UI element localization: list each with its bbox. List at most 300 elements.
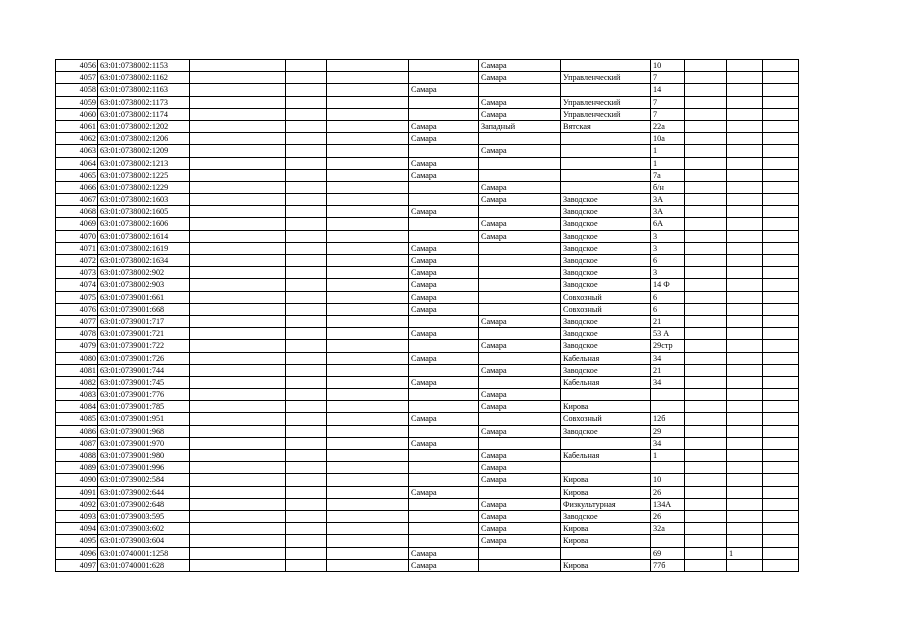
col-12-cell	[763, 413, 799, 425]
col-11-cell	[727, 523, 763, 535]
col-5-cell	[327, 60, 409, 72]
house-cell-cell: 34	[651, 437, 685, 449]
col-4-cell	[286, 169, 327, 181]
cadastral-number-cell: 63:01:0740001:1258	[98, 547, 190, 559]
col-12-cell	[763, 535, 799, 547]
cadastral-number-cell: 63:01:0739001:785	[98, 401, 190, 413]
cadastral-number-cell: 63:01:0738002:1162	[98, 72, 190, 84]
col-10-cell	[685, 474, 727, 486]
district-cell-cell: Самара	[479, 364, 561, 376]
table-row	[56, 255, 799, 267]
col-5-cell	[327, 169, 409, 181]
table-row	[56, 169, 799, 181]
house-cell-cell: 22а	[651, 120, 685, 132]
spreadsheet-page	[55, 59, 799, 572]
col-10-cell	[685, 523, 727, 535]
row-number-cell: 4088	[56, 450, 98, 462]
col-5-cell	[327, 376, 409, 388]
city-cell-cell: Самара	[409, 352, 479, 364]
cadastral-number-cell: 63:01:0738002:1603	[98, 194, 190, 206]
col-12-cell	[763, 145, 799, 157]
table-row	[56, 218, 799, 230]
cadastral-number-cell: 63:01:0739001:744	[98, 364, 190, 376]
col-10-cell	[685, 84, 727, 96]
col-12-cell	[763, 523, 799, 535]
col-4-cell	[286, 194, 327, 206]
col-4-cell	[286, 291, 327, 303]
col-3-cell	[190, 450, 286, 462]
table-row	[56, 364, 799, 376]
cadastral-number-cell: 63:01:0738002:902	[98, 267, 190, 279]
row-number-cell: 4058	[56, 84, 98, 96]
row-number-cell: 4089	[56, 462, 98, 474]
col-3-cell	[190, 303, 286, 315]
col-11-cell	[727, 169, 763, 181]
house-cell-cell: 1	[651, 450, 685, 462]
col-3-cell	[190, 328, 286, 340]
district-cell-cell: Самара	[479, 145, 561, 157]
col-5-cell	[327, 84, 409, 96]
street-cell-cell	[561, 60, 651, 72]
col-12-cell	[763, 194, 799, 206]
house-cell-cell: 10	[651, 474, 685, 486]
table-row	[56, 194, 799, 206]
col-10-cell	[685, 486, 727, 498]
street-cell-cell: Кирова	[561, 523, 651, 535]
col-3-cell	[190, 352, 286, 364]
col-3-cell	[190, 84, 286, 96]
col-3-cell	[190, 413, 286, 425]
col-4-cell	[286, 303, 327, 315]
col-12-cell	[763, 510, 799, 522]
col-5-cell	[327, 194, 409, 206]
street-cell-cell: Заводское	[561, 315, 651, 327]
city-cell-cell: Самара	[409, 242, 479, 254]
cadastral-number-cell: 63:01:0739003:595	[98, 510, 190, 522]
col-12-cell	[763, 169, 799, 181]
col-12-cell	[763, 303, 799, 315]
table-row	[56, 450, 799, 462]
cadastral-number-cell: 63:01:0739001:996	[98, 462, 190, 474]
city-cell-cell: Самара	[409, 559, 479, 571]
col-3-cell	[190, 169, 286, 181]
cadastral-number-cell: 63:01:0739002:648	[98, 498, 190, 510]
cadastral-number-cell: 63:01:0739001:721	[98, 328, 190, 340]
col-3-cell	[190, 462, 286, 474]
col-10-cell	[685, 169, 727, 181]
row-number-cell: 4063	[56, 145, 98, 157]
street-cell-cell: Управленческий	[561, 96, 651, 108]
col-4-cell	[286, 401, 327, 413]
col-11-cell	[727, 96, 763, 108]
district-cell-cell: Самара	[479, 535, 561, 547]
house-cell-cell: 7	[651, 72, 685, 84]
col-5-cell	[327, 389, 409, 401]
col-11-cell	[727, 108, 763, 120]
district-cell-cell: Самара	[479, 230, 561, 242]
row-number-cell: 4078	[56, 328, 98, 340]
col-10-cell	[685, 413, 727, 425]
col-12-cell	[763, 328, 799, 340]
col-5-cell	[327, 510, 409, 522]
row-number-cell: 4059	[56, 96, 98, 108]
cadastral-number-cell: 63:01:0739001:980	[98, 450, 190, 462]
cadastral-number-cell: 63:01:0738002:1606	[98, 218, 190, 230]
row-number-cell: 4065	[56, 169, 98, 181]
row-number-cell: 4093	[56, 510, 98, 522]
col-3-cell	[190, 486, 286, 498]
street-cell-cell	[561, 169, 651, 181]
house-cell-cell	[651, 389, 685, 401]
col-12-cell	[763, 389, 799, 401]
city-cell-cell: Самара	[409, 120, 479, 132]
col-12-cell	[763, 352, 799, 364]
cadastral-number-cell: 63:01:0738002:1229	[98, 181, 190, 193]
col-10-cell	[685, 303, 727, 315]
street-cell-cell: Кирова	[561, 474, 651, 486]
house-cell-cell: 21	[651, 364, 685, 376]
city-cell-cell: Самара	[409, 303, 479, 315]
col-4-cell	[286, 462, 327, 474]
col-4-cell	[286, 218, 327, 230]
col-5-cell	[327, 145, 409, 157]
col-12-cell	[763, 291, 799, 303]
table-row	[56, 291, 799, 303]
col-10-cell	[685, 450, 727, 462]
col-4-cell	[286, 364, 327, 376]
col-5-cell	[327, 352, 409, 364]
district-cell-cell: Самара	[479, 340, 561, 352]
table-row	[56, 559, 799, 571]
street-cell-cell: Совхозный	[561, 413, 651, 425]
col-12-cell	[763, 364, 799, 376]
house-cell-cell	[651, 535, 685, 547]
col-3-cell	[190, 559, 286, 571]
cadastral-number-cell: 63:01:0738002:1163	[98, 84, 190, 96]
col-3-cell	[190, 60, 286, 72]
city-cell-cell: Самара	[409, 328, 479, 340]
house-cell-cell: 21	[651, 315, 685, 327]
cadastral-number-cell: 63:01:0738002:1225	[98, 169, 190, 181]
col-12-cell	[763, 486, 799, 498]
city-cell-cell: Самара	[409, 291, 479, 303]
district-cell-cell	[479, 486, 561, 498]
col-10-cell	[685, 315, 727, 327]
col-10-cell	[685, 340, 727, 352]
col-4-cell	[286, 60, 327, 72]
col-3-cell	[190, 510, 286, 522]
street-cell-cell: Заводское	[561, 218, 651, 230]
col-5-cell	[327, 133, 409, 145]
col-4-cell	[286, 255, 327, 267]
cadastral-number-cell: 63:01:0738002:1174	[98, 108, 190, 120]
row-number-cell: 4064	[56, 157, 98, 169]
city-cell-cell	[409, 474, 479, 486]
street-cell-cell: Совхозный	[561, 303, 651, 315]
col-3-cell	[190, 145, 286, 157]
city-cell-cell	[409, 389, 479, 401]
street-cell-cell: Заводское	[561, 242, 651, 254]
city-cell-cell	[409, 194, 479, 206]
col-10-cell	[685, 279, 727, 291]
col-11-cell	[727, 328, 763, 340]
table-row	[56, 328, 799, 340]
house-cell-cell: 3А	[651, 206, 685, 218]
house-cell-cell: 26	[651, 510, 685, 522]
col-12-cell	[763, 315, 799, 327]
col-5-cell	[327, 181, 409, 193]
row-number-cell: 4057	[56, 72, 98, 84]
city-cell-cell	[409, 340, 479, 352]
col-10-cell	[685, 535, 727, 547]
col-11-cell	[727, 157, 763, 169]
col-5-cell	[327, 462, 409, 474]
col-3-cell	[190, 498, 286, 510]
district-cell-cell: Самара	[479, 194, 561, 206]
house-cell-cell: 6А	[651, 218, 685, 230]
street-cell-cell: Заводское	[561, 340, 651, 352]
street-cell-cell: Заводское	[561, 364, 651, 376]
row-number-cell: 4074	[56, 279, 98, 291]
district-cell-cell	[479, 206, 561, 218]
row-number-cell: 4070	[56, 230, 98, 242]
row-number-cell: 4071	[56, 242, 98, 254]
col-11-cell	[727, 389, 763, 401]
district-cell-cell: Самара	[479, 108, 561, 120]
street-cell-cell: Заводское	[561, 267, 651, 279]
district-cell-cell: Самара	[479, 523, 561, 535]
city-cell-cell: Самара	[409, 267, 479, 279]
col-10-cell	[685, 242, 727, 254]
col-12-cell	[763, 60, 799, 72]
row-number-cell: 4068	[56, 206, 98, 218]
col-11-cell	[727, 120, 763, 132]
col-11-cell	[727, 364, 763, 376]
city-cell-cell: Самара	[409, 279, 479, 291]
col-5-cell	[327, 218, 409, 230]
col-4-cell	[286, 328, 327, 340]
col-3-cell	[190, 96, 286, 108]
col-12-cell	[763, 108, 799, 120]
col-10-cell	[685, 437, 727, 449]
table-row	[56, 425, 799, 437]
house-cell-cell: 34	[651, 376, 685, 388]
house-cell-cell: 6	[651, 303, 685, 315]
city-cell-cell: Самара	[409, 169, 479, 181]
street-cell-cell: Управленческий	[561, 72, 651, 84]
col-3-cell	[190, 523, 286, 535]
city-cell-cell	[409, 425, 479, 437]
col-10-cell	[685, 547, 727, 559]
street-cell-cell	[561, 437, 651, 449]
col-11-cell	[727, 486, 763, 498]
col-10-cell	[685, 401, 727, 413]
district-cell-cell: Самара	[479, 96, 561, 108]
col-3-cell	[190, 242, 286, 254]
col-10-cell	[685, 218, 727, 230]
col-3-cell	[190, 230, 286, 242]
house-cell-cell: 3	[651, 242, 685, 254]
house-cell-cell: 10а	[651, 133, 685, 145]
district-cell-cell	[479, 291, 561, 303]
col-12-cell	[763, 340, 799, 352]
city-cell-cell: Самара	[409, 376, 479, 388]
row-number-cell: 4079	[56, 340, 98, 352]
row-number-cell: 4097	[56, 559, 98, 571]
col-12-cell	[763, 133, 799, 145]
col-3-cell	[190, 181, 286, 193]
row-number-cell: 4060	[56, 108, 98, 120]
table-row	[56, 84, 799, 96]
col-12-cell	[763, 72, 799, 84]
col-12-cell	[763, 120, 799, 132]
col-10-cell	[685, 181, 727, 193]
table-row	[56, 498, 799, 510]
col-4-cell	[286, 510, 327, 522]
city-cell-cell	[409, 60, 479, 72]
col-4-cell	[286, 437, 327, 449]
house-cell-cell: 7а	[651, 169, 685, 181]
house-cell-cell: 1	[651, 145, 685, 157]
col-10-cell	[685, 60, 727, 72]
row-number-cell: 4090	[56, 474, 98, 486]
col-11-cell	[727, 450, 763, 462]
col-4-cell	[286, 96, 327, 108]
row-number-cell: 4091	[56, 486, 98, 498]
col-4-cell	[286, 279, 327, 291]
table-row	[56, 230, 799, 242]
row-number-cell: 4084	[56, 401, 98, 413]
city-cell-cell: Самара	[409, 206, 479, 218]
row-number-cell: 4095	[56, 535, 98, 547]
col-5-cell	[327, 279, 409, 291]
table-row	[56, 181, 799, 193]
city-cell-cell: Самара	[409, 413, 479, 425]
col-3-cell	[190, 194, 286, 206]
row-number-cell: 4067	[56, 194, 98, 206]
col-4-cell	[286, 120, 327, 132]
cadastral-number-cell: 63:01:0739001:970	[98, 437, 190, 449]
col-11-cell	[727, 303, 763, 315]
street-cell-cell: Заводское	[561, 230, 651, 242]
col-11-cell	[727, 291, 763, 303]
city-cell-cell	[409, 535, 479, 547]
district-cell-cell	[479, 547, 561, 559]
district-cell-cell	[479, 157, 561, 169]
cadastral-number-cell: 63:01:0739003:604	[98, 535, 190, 547]
cadastral-number-cell: 63:01:0739002:644	[98, 486, 190, 498]
col-10-cell	[685, 389, 727, 401]
col-11-cell	[727, 401, 763, 413]
house-cell-cell: 26	[651, 486, 685, 498]
col-3-cell	[190, 376, 286, 388]
col-4-cell	[286, 376, 327, 388]
col-11-cell	[727, 60, 763, 72]
house-cell-cell: 3А	[651, 194, 685, 206]
col-10-cell	[685, 559, 727, 571]
district-cell-cell	[479, 437, 561, 449]
col-12-cell	[763, 181, 799, 193]
col-11-cell	[727, 437, 763, 449]
col-11-cell	[727, 194, 763, 206]
table-row	[56, 108, 799, 120]
col-3-cell	[190, 108, 286, 120]
row-number-cell: 4062	[56, 133, 98, 145]
col-10-cell	[685, 425, 727, 437]
city-cell-cell	[409, 315, 479, 327]
cadastral-number-cell: 63:01:0739001:745	[98, 376, 190, 388]
col-10-cell	[685, 291, 727, 303]
house-cell-cell: 12б	[651, 413, 685, 425]
cadastral-number-cell: 63:01:0738002:1173	[98, 96, 190, 108]
col-4-cell	[286, 523, 327, 535]
table-row	[56, 72, 799, 84]
col-10-cell	[685, 157, 727, 169]
city-cell-cell	[409, 401, 479, 413]
col-3-cell	[190, 133, 286, 145]
cadastral-number-cell: 63:01:0738002:1614	[98, 230, 190, 242]
col-10-cell	[685, 328, 727, 340]
col-4-cell	[286, 84, 327, 96]
col-10-cell	[685, 230, 727, 242]
col-10-cell	[685, 498, 727, 510]
city-cell-cell	[409, 462, 479, 474]
table-row	[56, 133, 799, 145]
house-cell-cell: 29стр	[651, 340, 685, 352]
col-10-cell	[685, 194, 727, 206]
district-cell-cell	[479, 267, 561, 279]
district-cell-cell	[479, 279, 561, 291]
cadastral-number-cell: 63:01:0738002:1209	[98, 145, 190, 157]
cadastral-number-cell: 63:01:0739001:717	[98, 315, 190, 327]
col-10-cell	[685, 267, 727, 279]
city-cell-cell	[409, 364, 479, 376]
col-11-cell	[727, 462, 763, 474]
col-3-cell	[190, 425, 286, 437]
col-4-cell	[286, 425, 327, 437]
city-cell-cell	[409, 218, 479, 230]
col-5-cell	[327, 206, 409, 218]
col-4-cell	[286, 181, 327, 193]
col-10-cell	[685, 462, 727, 474]
city-cell-cell: Самара	[409, 547, 479, 559]
col-5-cell	[327, 303, 409, 315]
col-12-cell	[763, 218, 799, 230]
col-3-cell	[190, 389, 286, 401]
district-cell-cell: Самара	[479, 474, 561, 486]
col-12-cell	[763, 498, 799, 510]
table-row	[56, 523, 799, 535]
cadastral-number-cell: 63:01:0738002:1605	[98, 206, 190, 218]
district-cell-cell	[479, 255, 561, 267]
col-4-cell	[286, 352, 327, 364]
col-12-cell	[763, 462, 799, 474]
cadastral-number-cell: 63:01:0738002:1619	[98, 242, 190, 254]
cadastral-number-cell: 63:01:0739001:951	[98, 413, 190, 425]
col-12-cell	[763, 230, 799, 242]
table-row	[56, 535, 799, 547]
row-number-cell: 4081	[56, 364, 98, 376]
col-4-cell	[286, 474, 327, 486]
col-11-cell	[727, 425, 763, 437]
col-12-cell	[763, 547, 799, 559]
table-row	[56, 242, 799, 254]
col-11-cell	[727, 510, 763, 522]
col-3-cell	[190, 72, 286, 84]
col-10-cell	[685, 72, 727, 84]
cadastral-number-cell: 63:01:0738002:1202	[98, 120, 190, 132]
table-row	[56, 120, 799, 132]
